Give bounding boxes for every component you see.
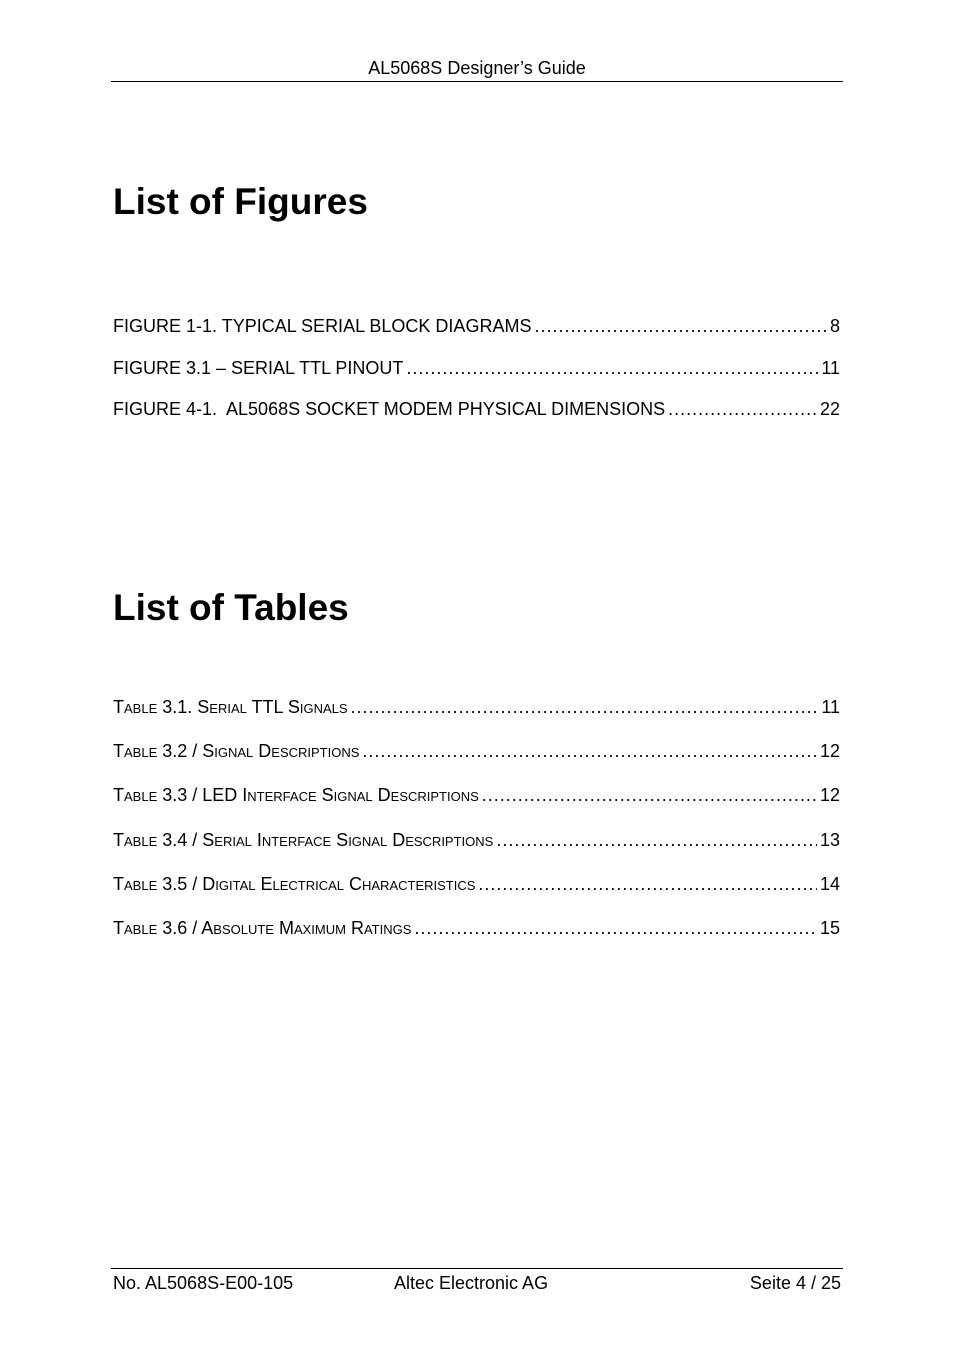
dot-leader — [668, 397, 817, 421]
list-of-figures-heading: List of Figures — [113, 181, 368, 222]
table-entry-5[interactable] — [113, 872, 840, 916]
figure-entry-page: 22 — [819, 399, 840, 419]
table-entry-page: 13 — [819, 829, 840, 850]
table-entry-label: Table 3.5 / Digital Electrical Characteristics — [113, 873, 476, 894]
list-of-tables-heading: List of Tables — [113, 587, 349, 628]
company-name: Altec Electronic AG — [394, 1273, 549, 1293]
table-entry-page: 12 — [819, 785, 840, 806]
figure-entry-label: FIGURE 1-1. TYPICAL SERIAL BLOCK DIAGRAMS — [113, 316, 532, 336]
dot-leader — [478, 872, 817, 896]
table-entry-label: Table 3.2 / Signal Descriptions — [113, 741, 360, 762]
figure-entry-label: FIGURE 3.1 – SERIAL TTL PINOUT — [113, 357, 404, 378]
figures-list — [113, 314, 840, 439]
table-entry-2[interactable] — [113, 739, 840, 783]
table-entry-page: 11 — [821, 697, 840, 717]
table-entry-page: 14 — [819, 873, 840, 894]
table-entry-4[interactable] — [113, 828, 840, 872]
figure-entry-label: FIGURE 4-1. AL5068S SOCKET MODEM PHYSICAL DIMENSIONS — [113, 399, 666, 419]
document-title: AL5068S Designer’s Guide — [368, 58, 586, 78]
page-footer — [111, 1268, 843, 1299]
dot-leader — [406, 356, 818, 380]
tables-list — [113, 695, 840, 960]
page-indicator: Seite 4 / 25 — [749, 1273, 841, 1293]
table-entry-1[interactable] — [113, 695, 840, 739]
figure-entry-2[interactable] — [113, 356, 840, 398]
table-entry-label: Table 3.3 / LED Interface Signal Descriptions — [113, 785, 479, 806]
dot-leader — [496, 828, 817, 852]
dot-leader — [534, 314, 827, 338]
page-header — [111, 57, 843, 82]
table-entry-3[interactable] — [113, 783, 840, 827]
dot-leader — [362, 739, 817, 763]
table-entry-label: Table 3.4 / Serial Interface Signal Descriptions — [113, 829, 494, 850]
figure-entry-3[interactable] — [113, 397, 840, 439]
table-entry-label: Table 3.6 / Absolute Maximum Ratings — [113, 917, 412, 938]
figure-entry-page: 11 — [821, 357, 840, 378]
table-entry-6[interactable] — [113, 916, 840, 960]
table-entry-page: 15 — [819, 917, 840, 938]
figure-entry-1[interactable] — [113, 314, 840, 356]
dot-leader — [414, 916, 817, 940]
table-entry-label: Table 3.1. Serial TTL Signals — [113, 697, 348, 717]
table-entry-page: 12 — [819, 741, 840, 762]
figure-entry-page: 8 — [829, 316, 840, 336]
dot-leader — [482, 783, 817, 807]
document-number: No. AL5068S-E00-105 — [113, 1273, 294, 1293]
dot-leader — [351, 695, 819, 719]
